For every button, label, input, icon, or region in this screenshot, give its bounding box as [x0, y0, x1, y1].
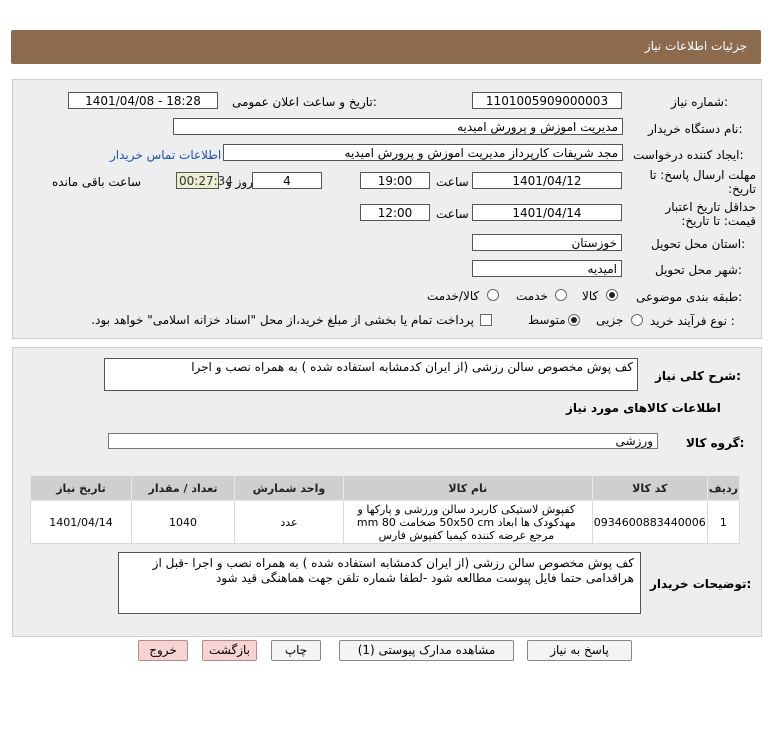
province-field[interactable]: خوزستان [472, 234, 622, 251]
buyer-notes-label: توضیحات خریدار: [650, 577, 752, 591]
announce-label: تاریخ و ساعت اعلان عمومی: [232, 95, 377, 109]
category-goods-label: کالا [582, 289, 599, 303]
process-medium-radio[interactable] [568, 314, 580, 326]
validity-time-label: ساعت [436, 207, 469, 221]
reply-time-field[interactable]: 19:00 [360, 172, 430, 189]
cell-code: 0934600883440006 [592, 501, 707, 544]
reply-date-field[interactable]: 1401/04/12 [472, 172, 622, 189]
cell-name: کفپوش لاستیکی کاربرد سالن ورزشی و پارکها و مهدکودک ها ابعاد 50x50 cm ضخامت 80 mm مرجع عرضه کننده کیمیا کفپوش فارس [343, 501, 592, 544]
reply-time-label: ساعت [436, 175, 469, 189]
validity-label: حداقل تاریخ اعتبار قیمت: تا تاریخ: [665, 200, 756, 228]
reply-button[interactable]: پاسخ به نیاز [527, 640, 632, 661]
cell-qty: 1040 [132, 501, 235, 544]
category-service-radio[interactable] [555, 289, 567, 301]
col-row: ردیف [707, 476, 739, 501]
days-field[interactable]: 4 [252, 172, 322, 189]
cell-unit: عدد [234, 501, 343, 544]
cell-row: 1 [707, 501, 739, 544]
goods-group-field[interactable]: ورزشی [108, 433, 658, 449]
creator-field[interactable]: مجد شریفات کارپرداز مدیریت اموزش و پرورش امیدیه [223, 144, 623, 161]
process-minor-radio[interactable] [631, 314, 643, 326]
print-button[interactable]: چاپ [271, 640, 321, 661]
summary-field[interactable]: کف پوش مخصوص سالن رزشی (از ایران کدمشابه استفاده شده ) به همراه نصب و اجرا [104, 358, 638, 391]
col-code: کد کالا [592, 476, 707, 501]
buyer-org-label: نام دستگاه خریدار: [648, 122, 743, 136]
announce-datetime-field[interactable]: 1401/04/08 - 18:28 [68, 92, 218, 109]
col-name: نام کالا [343, 476, 592, 501]
goods-table-header [31, 476, 740, 501]
category-goods-radio[interactable] [606, 289, 618, 301]
process-label: نوع فرآیند خرید : [650, 314, 735, 328]
remaining-time-field: 00:27:34 [176, 172, 219, 189]
need-number-field[interactable]: 1101005909000003 [472, 92, 622, 109]
back-button[interactable]: بازگشت [202, 640, 257, 661]
city-field[interactable]: امیدیه [472, 260, 622, 277]
cell-date: 1401/04/14 [31, 501, 132, 544]
page-title: جزئیات اطلاعات نیاز [644, 39, 747, 53]
category-goods-service-label: کالا/خدمت [427, 289, 480, 303]
process-medium-label: متوسط [528, 313, 566, 327]
col-date: تاریخ نیاز [31, 476, 132, 501]
creator-label: ایجاد کننده درخواست: [633, 148, 744, 162]
buyer-org-field[interactable]: مدیریت اموزش و پرورش امیدیه [173, 118, 623, 135]
buyer-notes-field[interactable]: کف پوش مخصوص سالن رزشی (از ایران کدمشابه استفاده شده ) به همراه نصب و اجرا -قبل از هراقدامی حتما فایل پیوست مطالعه شود -لطفا شماره تلفن جهت هماهنگی قید شود [118, 552, 641, 614]
col-unit: واحد شمارش [234, 476, 343, 501]
city-label: شهر محل تحویل: [655, 263, 742, 277]
goods-table [30, 475, 740, 544]
need-number-label: شماره نیاز: [671, 95, 729, 109]
col-qty: تعداد / مقدار [132, 476, 235, 501]
days-label: روز و [226, 175, 253, 189]
view-attachments-button[interactable]: مشاهده مدارک پیوستی (1) [339, 640, 514, 661]
category-label: طبقه بندی موضوعی: [636, 290, 743, 304]
treasury-payment-checkbox[interactable] [480, 314, 492, 326]
province-label: استان محل تحویل: [651, 237, 746, 251]
category-goods-service-radio[interactable] [487, 289, 499, 301]
exit-button[interactable]: خروج [138, 640, 188, 661]
process-minor-label: جزیی [596, 313, 624, 327]
summary-label: شرح کلی نیاز: [655, 369, 741, 383]
category-service-label: خدمت [516, 289, 548, 303]
goods-info-title: اطلاعات کالاهای مورد نیاز [566, 401, 721, 415]
table-row[interactable] [31, 501, 740, 544]
validity-date-field[interactable]: 1401/04/14 [472, 204, 622, 221]
remaining-label: ساعت باقی مانده [52, 175, 142, 189]
page-header [11, 30, 761, 64]
validity-time-field[interactable]: 12:00 [360, 204, 430, 221]
treasury-payment-note: پرداخت تمام یا بخشی از مبلغ خرید،از محل "اسناد خزانه اسلامی" خواهد بود. [91, 313, 474, 327]
contact-buyer-link[interactable]: اطلاعات تماس خریدار [110, 148, 222, 162]
reply-deadline-label: مهلت ارسال پاسخ: تا تاریخ: [649, 168, 756, 196]
goods-group-label: گروه کالا: [686, 436, 745, 450]
